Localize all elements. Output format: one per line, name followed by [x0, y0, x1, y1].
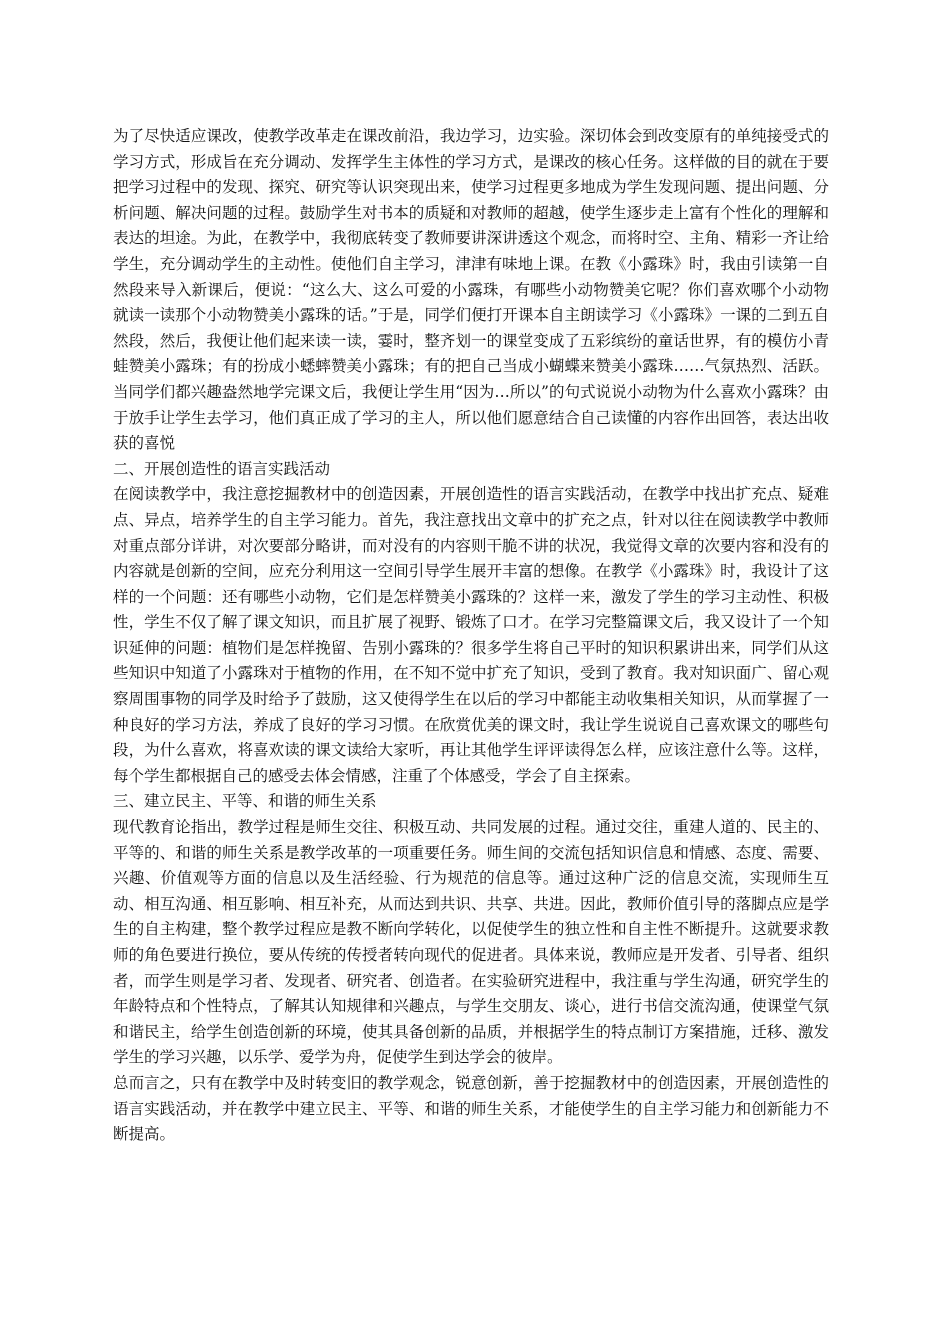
paragraph-section-2: 在阅读教学中，我注意挖掘教材中的创造因素，开展创造性的语言实践活动，在教学中找出扩充点、疑难点、异点，培养学生的自主学习能力。首先，我注意找出文章中的扩充之点，针对以往在阅读教学中教师对重点部分详讲，对次要部分略讲，而对没有的内容则干脆不讲的状况，我觉得文章的次要内容和没有的内容就是创新的空间，应充分利用这一空间引导学生展开丰富的想像。在教学《小露珠》时，我设计了这样的一个问题：还有哪些小动物，它们是怎样赞美小露珠的？这样一来，激发了学生的学习主动性、积极性，学生不仅了解了课文知识，而且扩展了视野、锻炼了口才。在学习完整篇课文后，我又设计了一个知识延伸的问题：植物们是怎样挽留、告别小露珠的？很多学生将自己平时的知识积累讲出来，同学们从这些知识中知道了小露珠对于植物的作用，在不知不觉中扩充了知识，受到了教育。我对知识面广、留心观察周围事物的同学及时给予了鼓励，这又使得学生在以后的学习中都能主动收集相关知识，从而掌握了一种良好的学习方法，养成了良好的学习习惯。在欣赏优美的课文时，我让学生说说自己喜欢课文的哪些句段，为什么喜欢，将喜欢读的课文读给大家听，再让其他学生评评读得怎么样，应该注意什么等。这样，每个学生都根据自己的感受去体会情感，注重了个体感受，学会了自主探索。 [113, 485, 829, 785]
section-heading-2: 二、开展创造性的语言实践活动 [113, 459, 331, 478]
paragraph-intro: 为了尽快适应课改，使教学改革走在课改前沿，我边学习，边实验。深切体会到改变原有的单纯接受式的学习方式，形成旨在充分调动、发挥学生主体性的学习方式，是课改的核心任务。这样做的目的就在于要把学习过程中的发现、探究、研究等认识突现出来，使学习过程更多地成为学生发现问题、提出问题、分析问题、解决问题的过程。鼓励学生对书本的质疑和对教师的超越，使学生逐步走上富有个性化的理解和表达的坦途。为此，在教学中，我彻底转变了教师要讲深讲透这个观念，而将时空、主角、精彩一齐让给学生，充分调动学生的主动性。使他们自主学习，津津有味地上课。在教《小露珠》时，我由引读第一自然段来导入新课后，便说：“这么大、这么可爱的小露珠，有哪些小动物赞美它呢？你们喜欢哪个小动物就读一读那个小动物赞美小露珠的话。”于是，同学们便打开课本自主朗读学习《小露珠》一课的二到五自然段，然后，我便让他们起来读一读，霎时，整齐划一的课堂变成了五彩缤纷的童话世界，有的模仿小青蛙赞美小露珠；有的扮成小蟋蟀赞美小露珠；有的把自己当成小蝴蝶来赞美小露珠……气氛热烈、活跃。当同学们都兴趣盎然地学完课文后，我便让学生用“因为…所以”的句式说说小动物为什么喜欢小露珠？由于放手让学生去学习，他们真正成了学习的主人，所以他们愿意结合自己读懂的内容作出回答，表达出收获的喜悦 [113, 127, 829, 453]
paragraph-conclusion: 总而言之，只有在教学中及时转变旧的教学观念，锐意创新，善于挖掘教材中的创造因素，开展创造性的语言实践活动，并在教学中建立民主、平等、和谐的师生关系，才能使学生的自主学习能力和创新能力不断提高。 [113, 1073, 829, 1144]
section-heading-3: 三、建立民主、平等、和谐的师生关系 [113, 792, 377, 811]
document-body [113, 124, 829, 1148]
paragraph-section-3: 现代教育论指出，教学过程是师生交往、积极互动、共同发展的过程。通过交往，重建人道的、民主的、平等的、和谐的师生关系是教学改革的一项重要任务。师生间的交流包括知识信息和情感、态度、需要、兴趣、价值观等方面的信息以及生活经验、行为规范的信息等。通过这种广泛的信息交流，实现师生互动、相互沟通、相互影响、相互补充，从而达到共识、共享、共进。因此，教师价值引导的落脚点应是学生的自主构建，整个教学过程应是教不断向学转化，以促使学生的独立性和自主性不断提升。这就要求教师的角色要进行换位，要从传统的传授者转向现代的促进者。具体来说，教师应是开发者、引导者、组织者，而学生则是学习者、发现者、研究者、创造者。在实验研究进程中，我注重与学生沟通，研究学生的年龄特点和个性特点，了解其认知规律和兴趣点，与学生交朋友、谈心，进行书信交流沟通，使课堂气氛和谐民主，给学生创造创新的环境，使其具备创新的品质，并根据学生的特点制订方案措施，迁移、激发学生的学习兴趣，以乐学、爱学为舟，促使学生到达学会的彼岸。 [113, 818, 829, 1067]
